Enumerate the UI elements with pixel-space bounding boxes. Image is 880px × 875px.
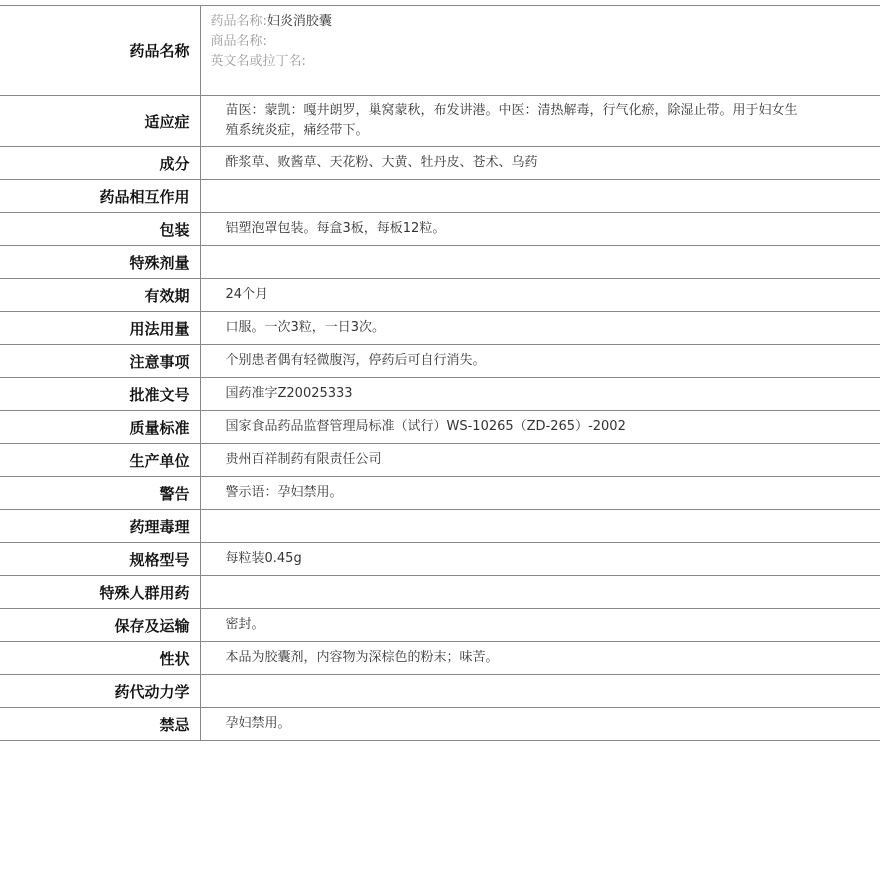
spec-row-shelf-life [0, 279, 880, 312]
row-label: 警告 [0, 477, 200, 510]
row-value [200, 675, 880, 708]
row-value [200, 576, 880, 609]
spec-row-warning [0, 477, 880, 510]
drug-name-line [211, 12, 801, 32]
row-label: 有效期 [0, 279, 200, 312]
spec-row-packaging [0, 213, 880, 246]
trade-name-field-label: 商品名称: [210, 34, 267, 49]
english-name-field-label: 英文名或拉丁名: [210, 54, 306, 69]
row-label: 规格型号 [0, 543, 200, 576]
spec-row-pharmacology-toxicology [0, 510, 880, 543]
row-value: 24个月 [200, 279, 880, 312]
row-label: 批准文号 [0, 378, 200, 411]
row-value: 国家食品药品监督管理局标准（试行）WS-10265（ZD-265）-2002 [200, 411, 880, 444]
spec-row-ingredients [0, 147, 880, 180]
row-label: 禁忌 [0, 708, 200, 741]
spec-row-approval-number [0, 378, 880, 411]
row-value: 每粒装0.45g [200, 543, 880, 576]
row-label: 包装 [0, 213, 200, 246]
row-label: 特殊人群用药 [0, 576, 200, 609]
row-label: 药理毒理 [0, 510, 200, 543]
spec-row-special-population [0, 576, 880, 609]
row-value: 警示语：孕妇禁用。 [200, 477, 880, 510]
row-value: 苗医：蒙凯：嘎井朗罗，巢窝蒙秋，布发讲港。中医：清热解毒，行气化瘀，除湿止带。用于妇女生殖系统炎症，痛经带下。 [200, 96, 880, 147]
spec-row-pharmacokinetics [0, 675, 880, 708]
row-value: 贵州百祥制药有限责任公司 [200, 444, 880, 477]
row-value: 个别患者偶有轻微腹泻，停药后可自行消失。 [200, 345, 880, 378]
row-label: 药品相互作用 [0, 180, 200, 213]
row-value: 密封。 [200, 609, 880, 642]
row-value [200, 180, 880, 213]
spec-row-usage-dosage [0, 312, 880, 345]
row-value: 国药准字Z20025333 [200, 378, 880, 411]
row-label: 性状 [0, 642, 200, 675]
spec-row-manufacturer [0, 444, 880, 477]
row-value: 本品为胶囊剂，内容物为深棕色的粉末；味苦。 [200, 642, 880, 675]
spec-row-quality-standard [0, 411, 880, 444]
row-label: 药品名称 [0, 6, 200, 96]
spec-row-contraindications [0, 708, 880, 741]
row-value: 铝塑泡罩包装。每盒3板，每板12粒。 [200, 213, 880, 246]
spec-row-storage-transport [0, 609, 880, 642]
row-label: 质量标准 [0, 411, 200, 444]
spec-row-specification [0, 543, 880, 576]
row-label: 保存及运输 [0, 609, 200, 642]
spec-row-description [0, 642, 880, 675]
spec-row-interactions [0, 180, 880, 213]
row-value [200, 246, 880, 279]
row-value: 口服。一次3粒，一日3次。 [200, 312, 880, 345]
row-label: 生产单位 [0, 444, 200, 477]
drug-name-value: 妇炎消胶囊 [266, 14, 332, 29]
row-label: 药代动力学 [0, 675, 200, 708]
row-label: 注意事项 [0, 345, 200, 378]
row-value [200, 510, 880, 543]
row-label: 适应症 [0, 96, 200, 147]
row-value: 酢浆草、败酱草、天花粉、大黄、牡丹皮、苍术、乌药 [200, 147, 880, 180]
drug-name-field-label: 药品名称: [210, 14, 267, 29]
row-label: 成分 [0, 147, 200, 180]
drug-name-cell [200, 6, 880, 96]
row-label: 用法用量 [0, 312, 200, 345]
drug-spec-table [0, 5, 880, 741]
spec-row-special-dosage [0, 246, 880, 279]
trade-name-line [211, 32, 801, 52]
row-value: 孕妇禁用。 [200, 708, 880, 741]
english-name-line [211, 52, 801, 72]
spec-row-indications [0, 96, 880, 147]
spec-row-precautions [0, 345, 880, 378]
row-label: 特殊剂量 [0, 246, 200, 279]
spec-row-drug-name [0, 6, 880, 96]
